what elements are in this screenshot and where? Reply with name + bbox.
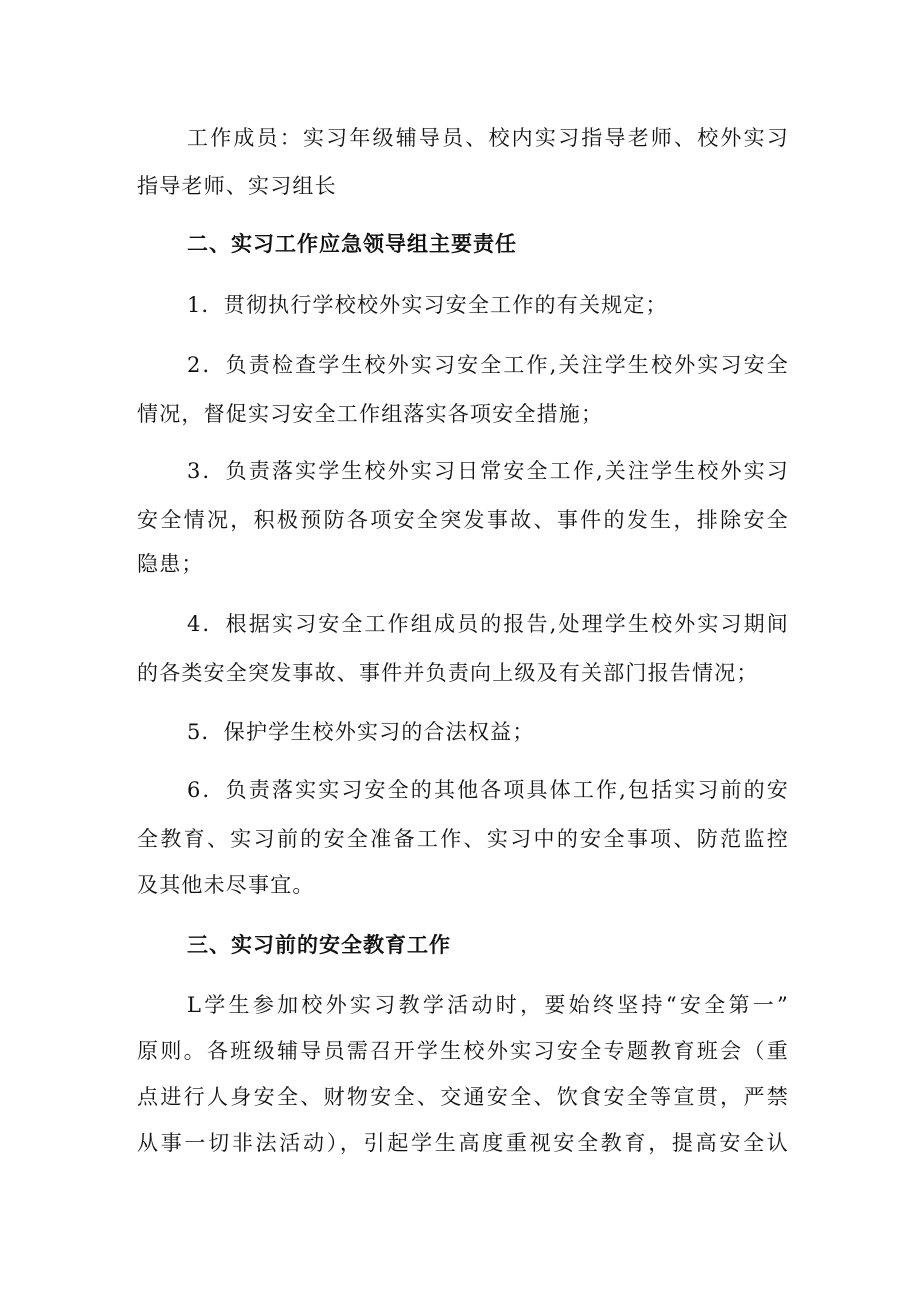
- section-3-line-2: 原则。各班级辅导员需召开学生校外实习安全专题教育班会（重: [137, 1039, 789, 1063]
- section-3-line-4: 从事一切非法活动），引起学生高度重视安全教育，提高安全认: [137, 1131, 789, 1155]
- item-6-line-1: 6．负责落实实习安全的其他各项具体工作,包括实习前的安: [187, 778, 789, 802]
- section-3-line-3: 点进行人身安全、财物安全、交通安全、饮食安全等宣贯，严禁: [137, 1085, 789, 1109]
- item-3-line-2: 安全情况，积极预防各项安全突发事故、事件的发生，排除安全: [137, 508, 789, 532]
- members-line-1: 工作成员：实习年级辅导员、校内实习指导老师、校外实习: [187, 126, 789, 150]
- members-line-2: 指导老师、实习组长: [137, 174, 337, 198]
- item-4-line-1: 4．根据实习安全工作组成员的报告,处理学生校外实习期间: [187, 612, 789, 636]
- item-3-line-1: 3．负责落实学生校外实习日常安全工作,关注学生校外实习: [187, 459, 789, 483]
- item-3-line-3: 隐患；: [137, 552, 204, 576]
- section-3-line-1: L学生参加校外实习教学活动时，要始终坚持“安全第一”: [187, 993, 789, 1017]
- item-6-line-2: 全教育、实习前的安全准备工作、实习中的安全事项、防范监控: [137, 827, 789, 851]
- item-4-line-2: 的各类安全突发事故、事件并负责向上级及有关部门报告情况；: [137, 661, 759, 685]
- item-6-line-3: 及其他未尽事宜。: [137, 873, 315, 897]
- section-3-heading: 三、实习前的安全教育工作: [187, 932, 451, 957]
- item-2-line-2: 情况，督促实习安全工作组落实各项安全措施；: [137, 402, 604, 426]
- item-2-line-1: 2．负责检查学生校外实习安全工作,关注学生校外实习安全: [187, 353, 789, 377]
- item-5-line-1: 5．保护学生校外实习的合法权益；: [187, 720, 535, 744]
- item-1-line-1: 1．贯彻执行学校校外实习安全工作的有关规定；: [187, 293, 668, 317]
- section-2-heading: 二、实习工作应急领导组主要责任: [187, 231, 517, 256]
